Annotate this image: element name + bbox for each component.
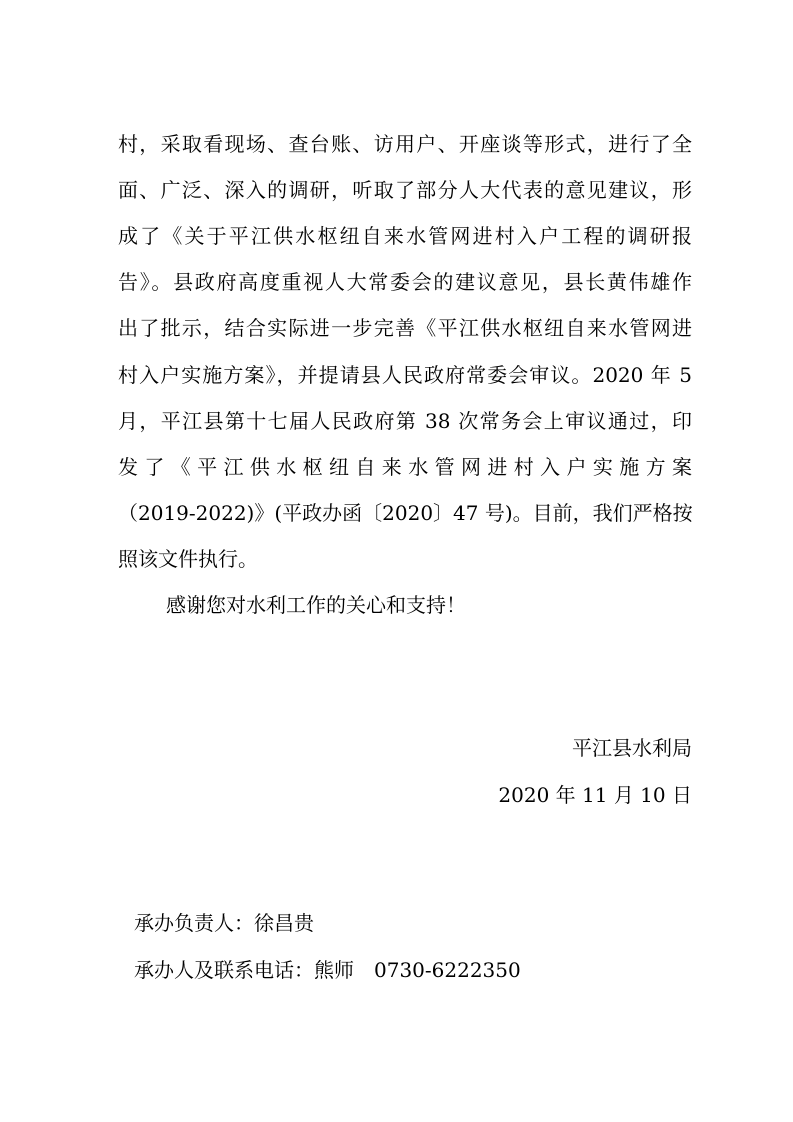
thanks-line: 感谢您对水利工作的关心和支持！ bbox=[166, 593, 466, 617]
responsible-person: 承办负责人：徐昌贵 bbox=[134, 911, 314, 935]
body-line-7: 月，平江县第十七届人民政府第 38 次常务会上审议通过，印 bbox=[118, 409, 692, 433]
signature-org: 平江县水利局 bbox=[572, 736, 692, 760]
body-line-8: 发了《平江供水枢纽自来水管网进村入户实施方案 bbox=[118, 455, 692, 479]
body-line-5: 出了批示，结合实际进一步完善《平江供水枢纽自来水管网进 bbox=[118, 316, 692, 340]
body-line-2: 面、广泛、深入的调研，听取了部分人大代表的意见建议，形 bbox=[118, 178, 692, 202]
handler-contact: 承办人及联系电话：熊师 0730-6222350 bbox=[134, 958, 521, 982]
body-line-9: （2019-2022)》(平政办函〔2020〕47 号)。目前，我们严格按 bbox=[118, 501, 693, 525]
body-line-10: 照该文件执行。 bbox=[118, 547, 258, 571]
body-line-3: 成了《关于平江供水枢纽自来水管网进村入户工程的调研报 bbox=[118, 224, 692, 248]
body-line-1: 村，采取看现场、查台账、访用户、开座谈等形式，进行了全 bbox=[118, 132, 692, 156]
body-line-4: 告》。县政府高度重视人大常委会的建议意见，县长黄伟雄作 bbox=[118, 270, 692, 294]
signature-date: 2020 年 11 月 10 日 bbox=[498, 783, 692, 807]
body-line-6: 村入户实施方案》，并提请县人民政府常委会审议。2020 年 5 bbox=[118, 363, 692, 387]
